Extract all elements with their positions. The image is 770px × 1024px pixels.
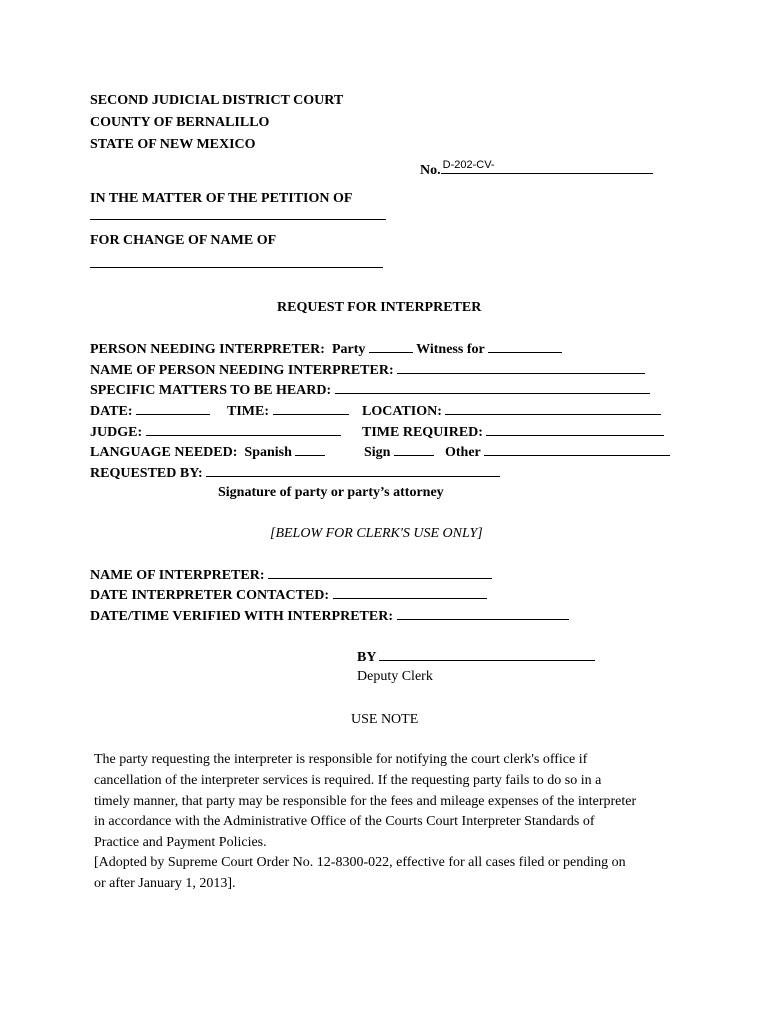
sign-blank[interactable] — [394, 443, 434, 456]
adoption-note-line: or after January 1, 2013]. — [94, 876, 236, 891]
case-number-value: D-202-CV- — [442, 159, 495, 171]
judge-field — [90, 423, 341, 441]
county-name: COUNTY OF BERNALILLO — [90, 115, 270, 130]
sign-label: Sign — [364, 445, 391, 460]
clerk-signature-blank[interactable] — [379, 648, 595, 661]
date-time-verified-blank[interactable] — [397, 607, 569, 620]
date-contacted-blank[interactable] — [333, 586, 487, 599]
by-row — [357, 648, 595, 666]
date-blank[interactable] — [136, 402, 210, 415]
language-needed-row — [90, 443, 325, 461]
clerk-use-heading: [BELOW FOR CLERK'S USE ONLY] — [270, 526, 483, 541]
signature-caption: Signature of party or party’s attorney — [218, 485, 444, 500]
requested-by-row — [90, 464, 500, 482]
state-name: STATE OF NEW MEXICO — [90, 137, 256, 152]
date-contacted-label: DATE INTERPRETER CONTACTED: — [90, 588, 330, 603]
date-time-verified-row — [90, 607, 569, 625]
date-time-verified-label: DATE/TIME VERIFIED WITH INTERPRETER: — [90, 609, 394, 624]
spanish-label: Spanish — [244, 445, 292, 460]
use-note-heading: USE NOTE — [351, 712, 419, 727]
interpreter-name-blank[interactable] — [268, 566, 492, 579]
judge-blank[interactable] — [146, 423, 341, 436]
witness-for-label: Witness for — [416, 342, 485, 357]
use-note-line: in accordance with the Administrative Office of the Courts Court Interpreter Standards of — [94, 814, 595, 829]
page-title: REQUEST FOR INTERPRETER — [277, 300, 482, 315]
other-blank[interactable] — [484, 443, 670, 456]
use-note-line: timely manner, that party may be responsible for the fees and mileage expenses of the interpreter — [94, 794, 637, 809]
judge-label: JUDGE: — [90, 425, 143, 440]
change-of-name-label: FOR CHANGE OF NAME OF — [90, 233, 277, 248]
time-blank[interactable] — [273, 402, 349, 415]
court-name: SECOND JUDICIAL DISTRICT COURT — [90, 93, 344, 108]
date-label: DATE: — [90, 404, 133, 419]
name-change-line[interactable] — [90, 267, 383, 268]
time-field — [227, 402, 349, 420]
time-required-field — [362, 423, 664, 441]
other-label: Other — [445, 445, 481, 460]
specific-matters-row — [90, 381, 650, 399]
case-number-field[interactable] — [441, 161, 653, 174]
requested-by-label: REQUESTED BY: — [90, 466, 203, 481]
interpreter-name-row — [90, 566, 492, 584]
use-note-line: Practice and Payment Policies. — [94, 835, 267, 850]
name-of-person-label: NAME OF PERSON NEEDING INTERPRETER: — [90, 363, 394, 378]
petitioner-name-line[interactable] — [90, 219, 386, 220]
party-blank[interactable] — [369, 340, 413, 353]
location-blank[interactable] — [445, 402, 661, 415]
adoption-note-line: [Adopted by Supreme Court Order No. 12-8300-022, effective for all cases filed or pending on — [94, 855, 626, 870]
location-field — [362, 402, 661, 420]
specific-matters-blank[interactable] — [335, 381, 650, 394]
specific-matters-label: SPECIFIC MATTERS TO BE HEARD: — [90, 383, 332, 398]
interpreter-name-label: NAME OF INTERPRETER: — [90, 568, 265, 583]
by-label: BY — [357, 650, 376, 665]
use-note-line: cancellation of the interpreter services is required. If the requesting party fails to do so in a — [94, 773, 602, 788]
use-note-line: The party requesting the interpreter is responsible for notifying the court clerk's office if — [94, 752, 588, 767]
location-label: LOCATION: — [362, 404, 442, 419]
date-time-location-row — [90, 402, 210, 420]
date-contacted-row — [90, 586, 487, 604]
time-label: TIME: — [227, 404, 269, 419]
petition-of-label: IN THE MATTER OF THE PETITION OF — [90, 191, 353, 206]
name-of-person-row — [90, 361, 645, 379]
party-label: Party — [331, 342, 366, 357]
name-of-person-blank[interactable] — [397, 361, 645, 374]
case-number — [420, 161, 653, 179]
language-needed-label: LANGUAGE NEEDED: — [90, 445, 238, 460]
person-needing-label: PERSON NEEDING INTERPRETER: — [90, 342, 325, 357]
deputy-clerk-label: Deputy Clerk — [357, 669, 433, 684]
time-required-label: TIME REQUIRED: — [362, 425, 483, 440]
person-needing-row — [90, 340, 562, 358]
sign-field — [364, 443, 434, 461]
time-required-blank[interactable] — [486, 423, 664, 436]
case-number-label: No. — [420, 163, 441, 178]
requested-by-blank[interactable] — [206, 464, 500, 477]
other-field — [445, 443, 670, 461]
spanish-blank[interactable] — [295, 443, 325, 456]
witness-for-blank[interactable] — [488, 340, 562, 353]
